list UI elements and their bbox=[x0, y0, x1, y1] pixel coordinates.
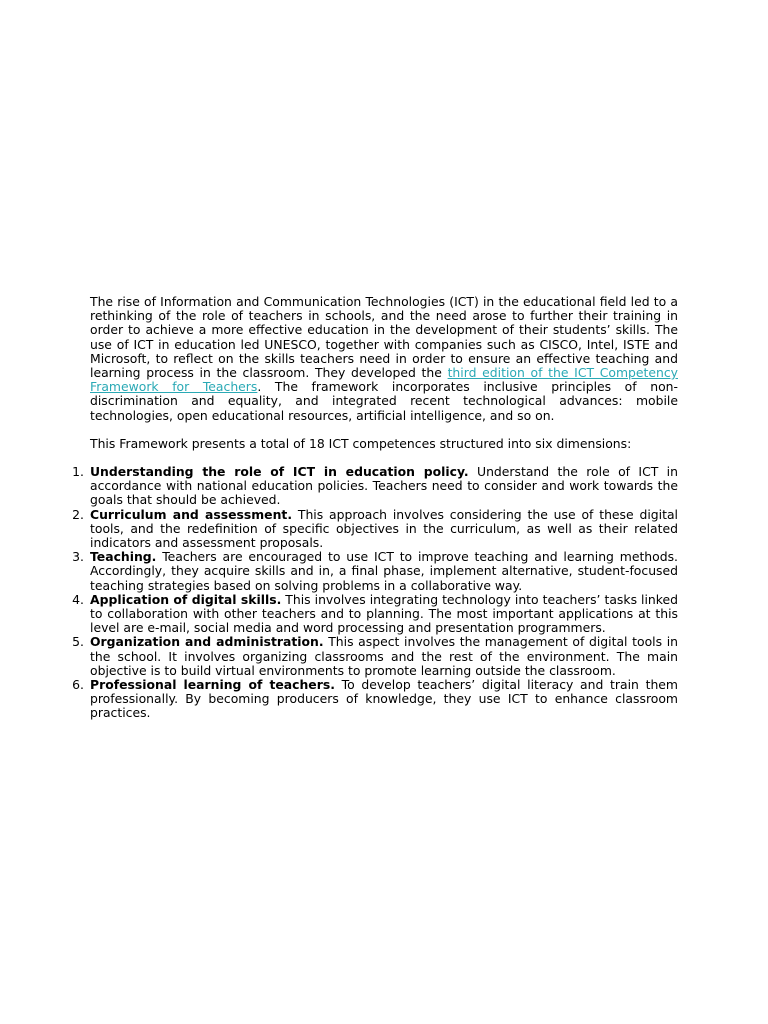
dimension-term: Teaching. bbox=[90, 549, 157, 565]
list-item bbox=[72, 549, 678, 593]
list-number: 3. bbox=[72, 549, 84, 565]
dimension-text: This aspect involves the management of digital tools in the school. It involves organizing classrooms and the rest of the environment. The main objective is to build virtual environments to promote learning outside the classroom. bbox=[90, 634, 678, 678]
dimension-text: Teachers are encouraged to use ICT to improve teaching and learning methods. Accordingly, they acquire skills and in, a final phase, implement alternative, student-focused teaching strategies based on solving problems in a collaborative way. bbox=[90, 549, 678, 593]
list-number: 2. bbox=[72, 506, 84, 522]
dimension-term: Understanding the role of ICT in education policy. bbox=[90, 464, 469, 480]
list-item bbox=[72, 506, 678, 551]
list-item bbox=[72, 591, 678, 636]
list-number: 1. bbox=[72, 464, 84, 480]
list-number: 5. bbox=[72, 634, 84, 650]
list-item bbox=[72, 634, 678, 678]
dimensions-list bbox=[72, 464, 678, 721]
dimension-term: Organization and administration. bbox=[90, 634, 324, 650]
intro-paragraph bbox=[90, 295, 678, 423]
dimension-text: Understand the role of ICT in accordance with national education policies. Teachers need to consider and work towards the goals that should be achieved. bbox=[90, 464, 678, 508]
intro-text-after-link: . The framework incorporates inclusive principles of non-discrimination and equality, and integrated recent technological advances: mobile technologies, open educational resources, artificial intelligence, and so on. bbox=[90, 379, 678, 423]
framework-link[interactable]: third edition of the ICT Competency Framework for Teachers bbox=[90, 365, 678, 395]
list-item bbox=[72, 677, 678, 721]
dimension-text: This involves integrating technology into teachers’ tasks linked to collaboration with other teachers and to planning. The most important applications at this level are e-mail, social media and word processing and presentation programmers. bbox=[90, 591, 678, 636]
document-body bbox=[72, 294, 678, 721]
summary-paragraph: This Framework presents a total of 18 ICT competences structured into six dimensions: bbox=[90, 435, 632, 451]
dimension-term: Professional learning of teachers. bbox=[90, 677, 335, 693]
dimension-term: Curriculum and assessment. bbox=[90, 506, 293, 522]
dimension-text: To develop teachers’ digital literacy and train them professionally. By becoming producers of knowledge, they use ICT to enhance classroom practices. bbox=[90, 677, 678, 721]
list-number: 6. bbox=[72, 677, 84, 693]
list-number: 4. bbox=[72, 591, 84, 607]
list-item bbox=[72, 464, 678, 508]
intro-text-before-link: The rise of Information and Communication Technologies (ICT) in the educational field led to a rethinking of the role of teachers in schools, and the need arose to further their training in order to achieve a more effective education in the development of their students’ skills. The use of ICT in education led UNESCO, together with companies such as CISCO, Intel, ISTE and Microsoft, to reflect on the skills teachers need in order to ensure an effective teaching and learning process in the classroom. They developed the bbox=[90, 294, 678, 381]
dimension-text: This approach involves considering the use of these digital tools, and the redefinition of specific objectives in the curriculum, as well as their related indicators and assessment proposals. bbox=[90, 506, 678, 551]
dimension-term: Application of digital skills. bbox=[90, 591, 282, 607]
